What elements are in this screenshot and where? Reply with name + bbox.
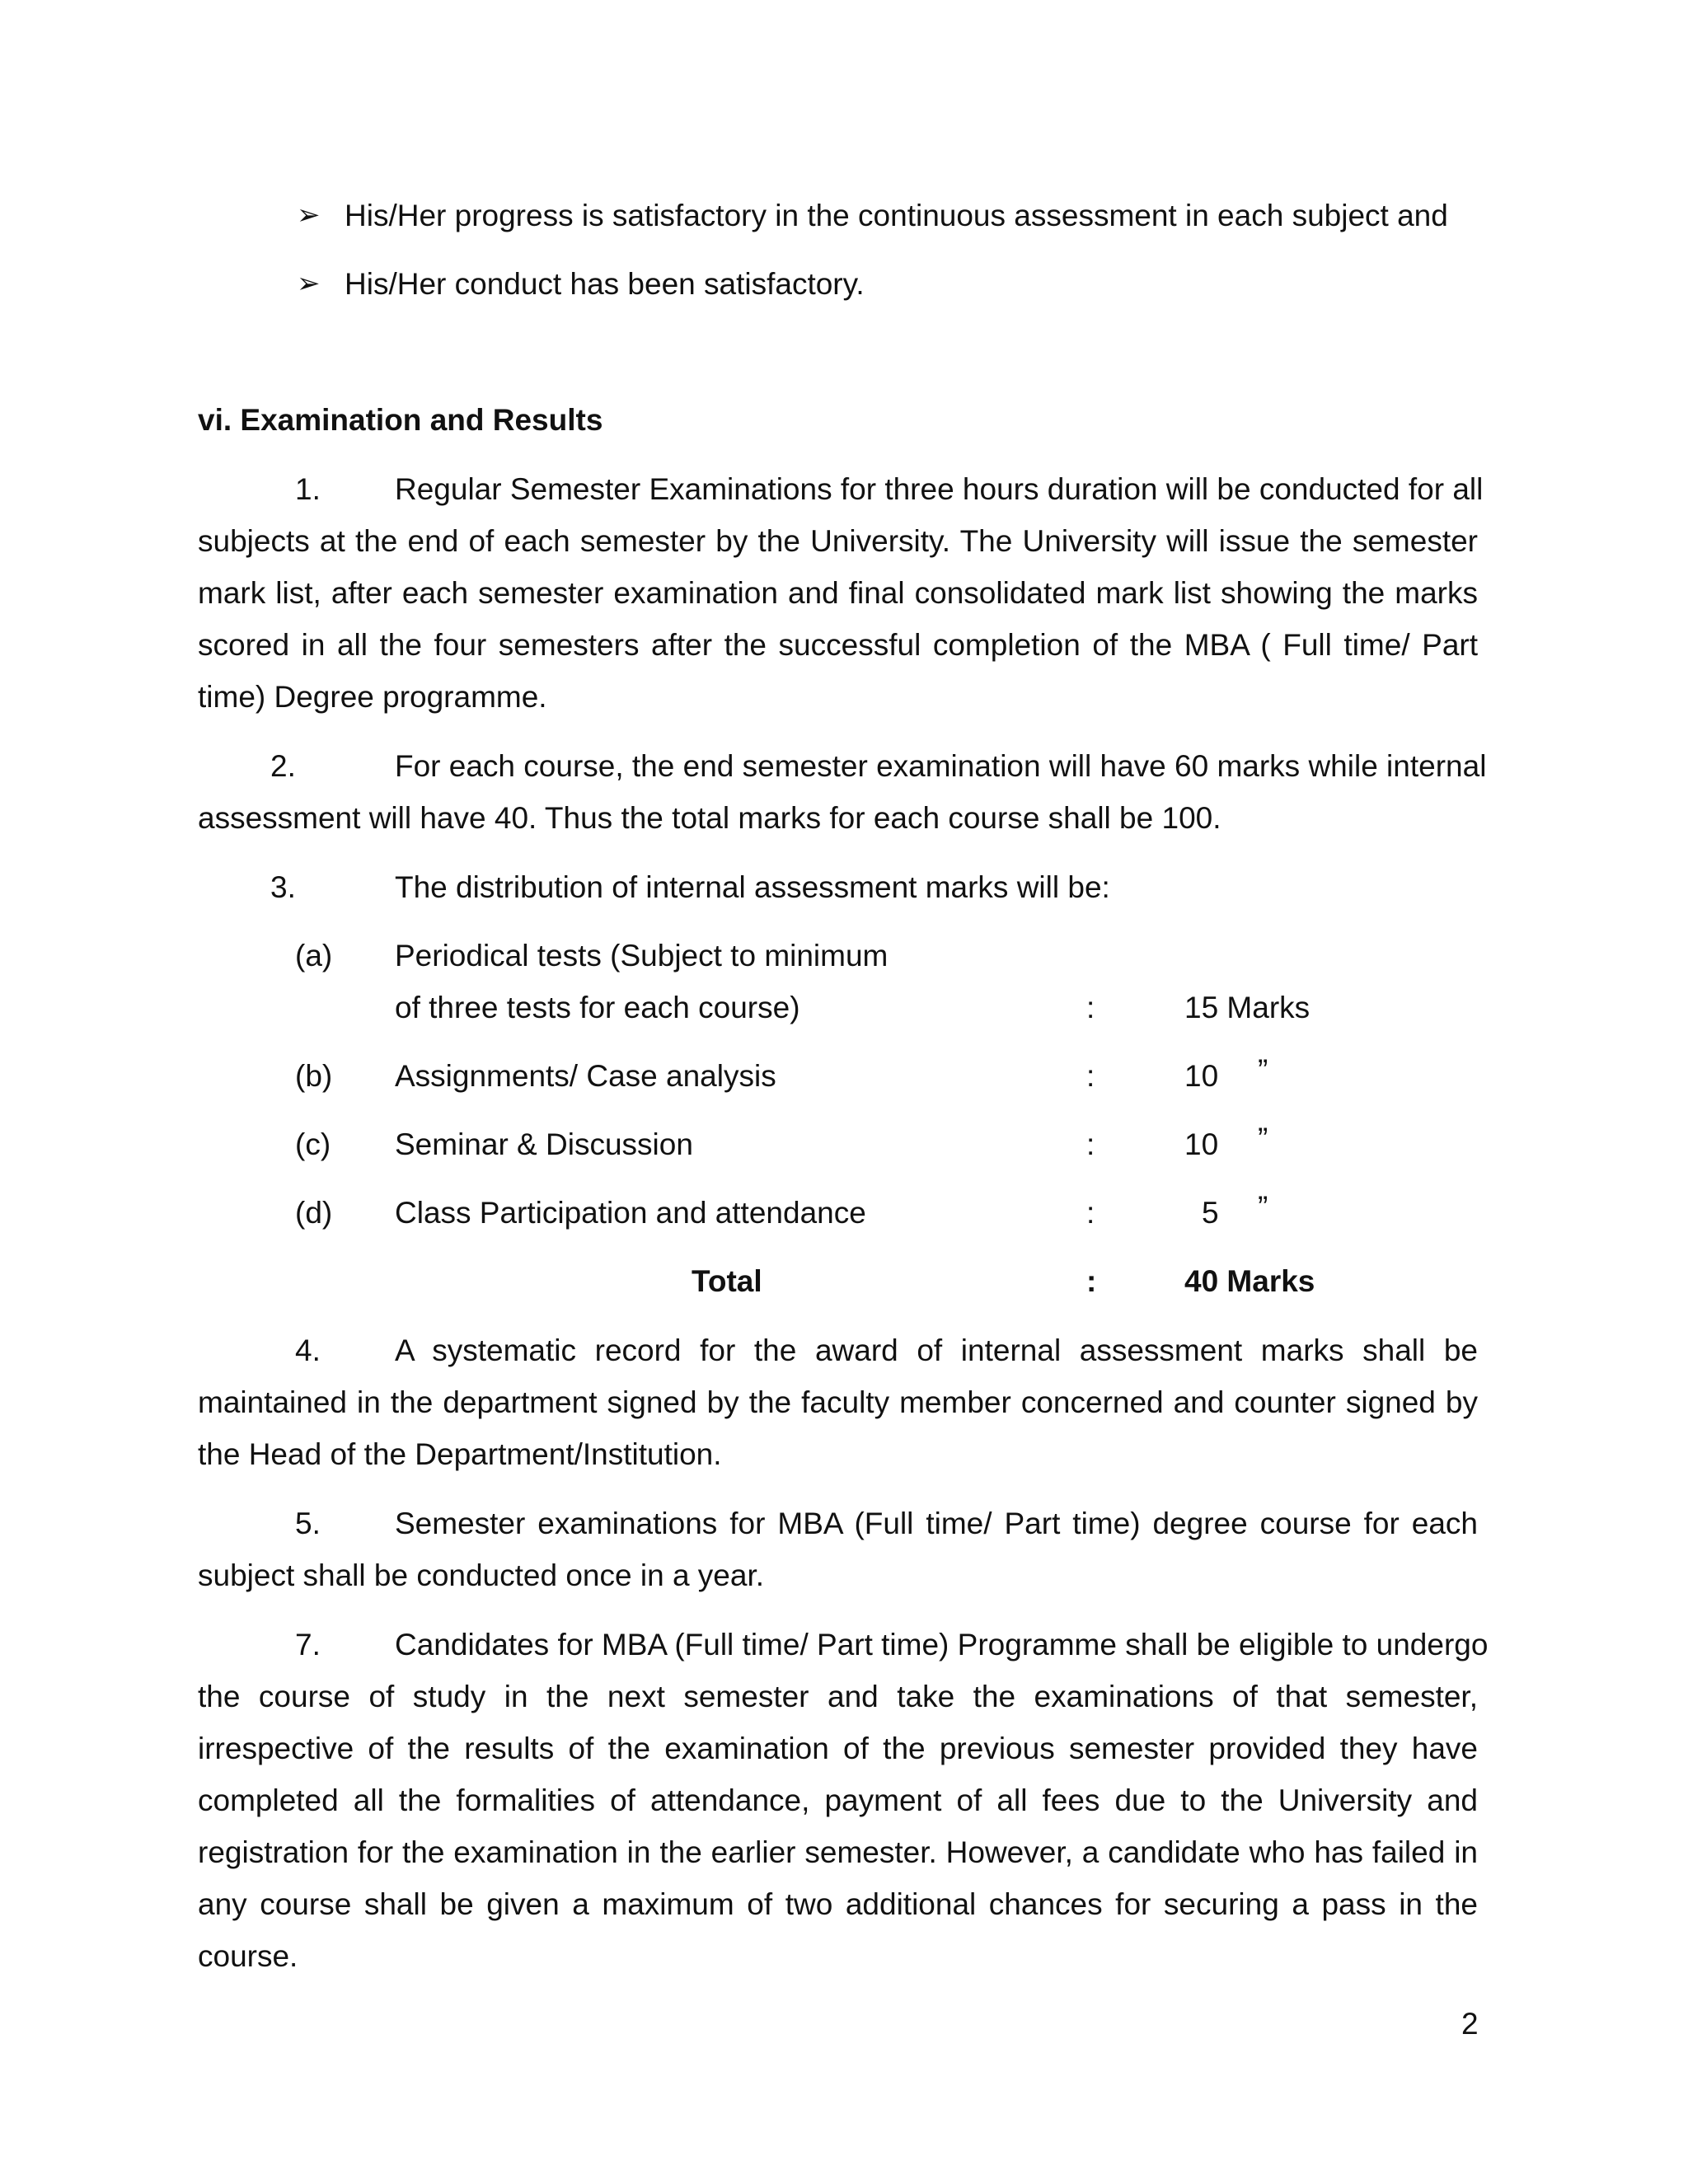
row-value: 5 — [1202, 1196, 1219, 1230]
paragraph-line: Candidates for MBA (Full time/ Part time) Programme shall be eligible to undergo — [395, 1628, 1489, 1661]
row-description-cont: of three tests for each course) — [395, 991, 800, 1024]
paragraph-line: the course of study in the next semester and take the examinations of that semester, — [198, 1680, 1478, 1713]
paragraph-line: time) Degree programme. — [198, 680, 547, 714]
row-value: 10 — [1184, 1059, 1219, 1093]
paragraph-line: the Head of the Department/Institution. — [198, 1437, 722, 1471]
paragraph-line: subjects at the end of each semester by the University. The University will issue the semester — [198, 524, 1478, 558]
arrow-bullet-icon: ➢ — [297, 268, 321, 299]
row-value: 10 — [1184, 1127, 1219, 1161]
paragraph-line: course. — [198, 1939, 298, 1973]
paragraph-line: registration for the examination in the earlier semester. However, a candidate who has failed in — [198, 1835, 1478, 1869]
paragraph-line: scored in all the four semesters after the successful completion of the MBA ( Full time/ Part — [198, 628, 1478, 662]
paragraph-line: maintained in the department signed by the faculty member concerned and counter signed by — [198, 1385, 1478, 1419]
item-number: 5. — [295, 1507, 321, 1540]
row-value: 15 Marks — [1184, 991, 1311, 1024]
item-number: 2. — [270, 749, 296, 783]
row-separator: : — [1086, 991, 1095, 1024]
paragraph-line: Semester examinations for MBA (Full time/ Part time) degree course for each — [395, 1507, 1478, 1540]
row-separator: : — [1086, 1196, 1095, 1230]
paragraph-line: mark list, after each semester examination and final consolidated mark list showing the marks — [198, 576, 1478, 610]
paragraph-line: For each course, the end semester examination will have 60 marks while internal — [395, 749, 1487, 783]
item-number: 4. — [295, 1333, 321, 1367]
row-description: Seminar & Discussion — [395, 1127, 693, 1161]
paragraph-line: any course shall be given a maximum of two additional chances for securing a pass in the — [198, 1887, 1478, 1921]
row-description: Assignments/ Case analysis — [395, 1059, 776, 1093]
item-number: 7. — [295, 1628, 321, 1661]
bullet-text: His/Her progress is satisfactory in the continuous assessment in each subject and — [345, 199, 1448, 232]
total-label: Total — [692, 1264, 762, 1298]
ditto-mark: ” — [1258, 1122, 1268, 1155]
row-label: (d) — [295, 1196, 333, 1230]
arrow-bullet-icon: ➢ — [297, 199, 321, 231]
total-value: 40 Marks — [1184, 1264, 1315, 1298]
item-number: 1. — [295, 472, 321, 506]
paragraph-line: irrespective of the results of the examination of the previous semester provided they have — [198, 1732, 1478, 1765]
ditto-mark: ” — [1258, 1053, 1268, 1087]
row-description: Class Participation and attendance — [395, 1196, 866, 1230]
paragraph-line: assessment will have 40. Thus the total marks for each course shall be 100. — [198, 801, 1221, 835]
section-heading: vi. Examination and Results — [198, 403, 603, 437]
paragraph-line: Regular Semester Examinations for three hours duration will be conducted for all — [395, 472, 1484, 506]
row-description: Periodical tests (Subject to minimum — [395, 939, 889, 972]
total-separator: : — [1086, 1264, 1097, 1298]
paragraph-line: completed all the formalities of attendance, payment of all fees due to the University and — [198, 1783, 1478, 1817]
paragraph-line: The distribution of internal assessment marks will be: — [395, 870, 1110, 904]
ditto-mark: ” — [1258, 1190, 1268, 1224]
bullet-text: His/Her conduct has been satisfactory. — [345, 267, 865, 301]
row-label: (c) — [295, 1127, 331, 1161]
paragraph-line: subject shall be conducted once in a year. — [198, 1558, 765, 1592]
page-number: 2 — [1461, 2007, 1479, 2041]
paragraph-line: A systematic record for the award of internal assessment marks shall be — [395, 1333, 1478, 1367]
row-separator: : — [1086, 1059, 1095, 1093]
row-label: (a) — [295, 939, 333, 972]
row-separator: : — [1086, 1127, 1095, 1161]
row-label: (b) — [295, 1059, 333, 1093]
item-number: 3. — [270, 870, 296, 904]
